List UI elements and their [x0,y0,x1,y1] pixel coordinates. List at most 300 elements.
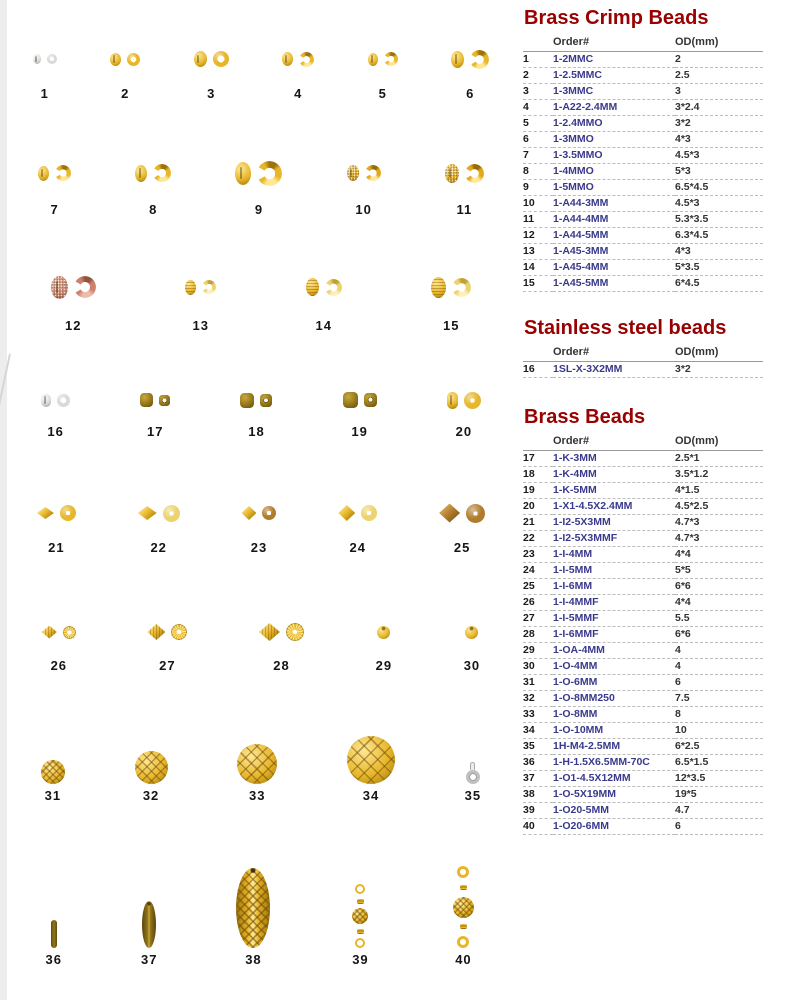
crimp-bead-side [445,164,459,183]
order-code: 1-H-1.5X6.5MM-70C [553,755,675,771]
order-code: 1-K-3MM [553,451,675,467]
bead-image-23 [241,490,276,536]
order-code: 1-O-4MM [553,659,675,675]
bead-item-17 [140,380,170,439]
od-value: 4 [675,643,763,659]
bead-number: 19 [351,424,368,439]
row-number: 4 [523,100,553,116]
bead-number: 1 [40,86,49,101]
order-code: 1H-M4-2.5MM [553,739,675,755]
row-number: 15 [523,276,553,292]
gallery-row-2 [6,148,516,217]
bead-number: 12 [65,318,82,333]
open-crimp-cover [465,164,484,183]
bead-image-36 [51,852,57,948]
nugget-bead [240,393,254,408]
od-value: 4*3 [675,244,763,260]
crimp-opening-slit [285,55,287,63]
row-number: 24 [523,563,553,579]
section-title: Brass Crimp Beads [524,7,709,29]
row-number: 22 [523,531,553,547]
table-row [523,819,763,835]
od-value: 2 [675,52,763,68]
od-value: 6*4.5 [675,276,763,292]
bead-item-3 [194,36,229,101]
filigree-connector [450,866,476,948]
od-value: 5.3*3.5 [675,212,763,228]
bead-number: 32 [142,788,160,803]
bead-item-22 [138,490,180,555]
bead-image-6 [451,36,489,82]
gallery-row-8 [6,852,516,967]
nugget-bead-front [260,394,272,407]
row-number: 30 [523,659,553,675]
bead-image-11 [445,148,484,198]
disc-bead-front [163,505,180,522]
bead-table [523,36,763,292]
od-value: 4.7*3 [675,531,763,547]
bead-image-18 [240,380,272,420]
bead-item-18 [240,380,272,439]
crimp-bead-side [110,53,121,66]
order-code: 1-I-4MM [553,547,675,563]
col-order-header: Order# [553,435,675,451]
bicone-bead-side [439,504,460,523]
section-title: Stainless steel beads [524,317,727,339]
bead-number: 2 [121,86,130,101]
row-number: 7 [523,148,553,164]
bead-image-33 [237,722,277,784]
bead-image-27 [147,610,187,654]
wire-coil [460,885,467,890]
fluted-bicone-side [259,623,280,641]
table-row [523,755,763,771]
od-value: 6.3*4.5 [675,228,763,244]
table-row [523,499,763,515]
table-row [523,84,763,100]
bead-item-34 [347,722,395,803]
bead-image-5 [368,36,398,82]
fluted-bicone-side [42,626,57,639]
table-row [523,723,763,739]
col-number-header [523,346,553,362]
table-row [523,164,763,180]
table-row [523,52,763,68]
table-row [523,531,763,547]
od-value: 3*2 [675,362,763,378]
row-number: 21 [523,515,553,531]
row-number: 26 [523,595,553,611]
table-row [523,595,763,611]
bead-item-26 [42,610,76,673]
order-code: 1-O-8MM [553,707,675,723]
bead-item-4 [282,36,314,101]
bead-image-24 [338,490,377,536]
col-number-header [523,435,553,451]
bead-image-4 [282,36,314,82]
table-row [523,675,763,691]
table-row [523,68,763,84]
bead-item-2 [110,36,140,101]
bead-image-7 [38,148,71,198]
order-code: 1-O20-5MM [553,803,675,819]
col-od-header: OD(mm) [675,36,763,52]
bead-item-15 [431,260,471,333]
bead-number: 4 [294,86,303,101]
bead-item-24 [338,490,377,555]
bead-number: 13 [192,318,209,333]
bead-image-8 [135,148,171,198]
bead-item-29 [376,610,392,673]
order-code: 1-A45-3MM [553,244,675,260]
table-row [523,100,763,116]
row-number: 35 [523,739,553,755]
bead-number: 36 [45,952,62,967]
od-value: 4.7*3 [675,515,763,531]
bead-image-9 [235,148,282,198]
order-code: 1-3MMC [553,84,675,100]
bead-item-28 [259,610,304,673]
ring-with-shank [465,760,481,784]
od-value: 4*4 [675,547,763,563]
bead-item-13 [185,260,216,333]
nugget-bead [140,393,153,407]
bead-item-7 [38,148,71,217]
crimp-opening-slit [450,395,452,405]
catalog-tables [523,0,775,835]
od-value: 4*1.5 [675,483,763,499]
order-code: 1-3MMO [553,132,675,148]
table-row [523,707,763,723]
filigree-ball-bead [41,760,65,784]
table-row [523,244,763,260]
row-number: 37 [523,771,553,787]
wire-coil [460,924,467,929]
fluted-disc-front [171,624,187,640]
order-code: 1-OA-4MM [553,643,675,659]
gallery-row-1 [6,36,516,101]
row-number: 23 [523,547,553,563]
wire-loop [457,936,469,948]
bead-image-21 [37,490,76,536]
filigree-ball-bead [453,897,474,918]
bead-item-40 [450,852,476,967]
od-value: 5*3.5 [675,260,763,276]
crimp-opening-slit [41,169,43,177]
ring-loop [466,770,480,784]
order-code: 1-A44-5MM [553,228,675,244]
od-value: 12*3.5 [675,771,763,787]
bead-number: 17 [147,424,164,439]
bead-number: 3 [207,86,216,101]
table-row [523,771,763,787]
row-number: 33 [523,707,553,723]
bicone-bead-side [338,505,355,521]
corrugated-bead-side [185,280,196,295]
od-value: 4*4 [675,595,763,611]
bead-number: 35 [464,788,482,803]
row-number: 6 [523,132,553,148]
crimp-opening-slit [56,281,58,294]
od-value: 8 [675,707,763,723]
bead-number: 8 [149,202,158,217]
fluted-bicone-side [147,624,165,640]
disc-bead-front [361,505,377,521]
bead-item-23 [241,490,276,555]
row-number: 17 [523,451,553,467]
bead-image-40 [450,852,476,948]
bead-image-2 [110,36,140,82]
table-row [523,803,763,819]
crimp-bead-side [33,54,41,64]
order-code: 1-O-8MM250 [553,691,675,707]
bead-table [523,435,763,835]
order-code: 1-I-5MM [553,563,675,579]
section-stainless-steel-beads [523,316,775,378]
bead-item-9 [235,148,282,217]
crimp-bead-side [282,52,293,66]
open-crimp-cover [470,50,489,69]
bead-item-20 [447,380,481,439]
bead-image-22 [138,490,180,536]
table-row [523,116,763,132]
od-value: 2.5 [675,68,763,84]
bead-number: 5 [378,86,387,101]
bead-number: 40 [455,952,472,967]
bead-item-30 [464,610,480,673]
table-row [523,787,763,803]
row-number: 18 [523,467,553,483]
bead-number: 39 [352,952,369,967]
table-row [523,276,763,292]
filigree-ball-bead [347,736,395,784]
row-number: 13 [523,244,553,260]
bead-item-14 [306,260,342,333]
row-number: 10 [523,196,553,212]
gallery-row-4 [6,380,516,439]
bead-number: 31 [44,788,62,803]
corrugated-bead-side [431,277,446,298]
col-number-header [523,36,553,52]
ring-bead-front [57,394,70,407]
row-number: 25 [523,579,553,595]
bead-number: 15 [443,318,460,333]
round-bead [377,626,390,639]
bead-number: 10 [355,202,372,217]
disc-bead-front [464,392,481,409]
crimp-opening-slit [455,54,457,64]
od-value: 4*3 [675,132,763,148]
row-number: 3 [523,84,553,100]
table-row [523,563,763,579]
bead-image-3 [194,36,229,82]
od-value: 4 [675,659,763,675]
table-row [523,212,763,228]
open-crimp-cover [74,276,96,298]
table-row [523,515,763,531]
oval-bead [142,901,156,948]
order-code: 1-2.5MMC [553,68,675,84]
table-row [523,132,763,148]
wire-coil [357,899,364,904]
bead-image-31 [41,722,65,784]
section-brass-crimp-beads [523,6,775,292]
disc-bead-front [466,504,485,523]
bead-image-14 [306,260,342,314]
bead-image-13 [185,260,216,314]
order-code: 1-I2-5X3MMF [553,531,675,547]
crimp-opening-slit [350,169,352,178]
shank-stem [470,762,475,770]
order-code: 1-O-5X19MM [553,787,675,803]
bead-image-gallery [6,0,522,1000]
od-value: 19*5 [675,787,763,803]
crimp-opening-slit [44,396,46,403]
wire-loop [457,866,469,878]
bicone-bead-side [138,506,157,520]
bead-table [523,346,763,378]
od-value: 4.5*3 [675,196,763,212]
row-number: 36 [523,755,553,771]
round-bead [465,626,478,639]
od-value: 3*2.4 [675,100,763,116]
od-value: 6 [675,675,763,691]
crimp-bead-side [368,53,378,66]
bead-image-30 [465,610,478,654]
table-row [523,643,763,659]
table-row [523,196,763,212]
order-code: 1-I2-5X3MM [553,515,675,531]
fluted-disc-front [63,626,76,639]
table-row [523,148,763,164]
bead-item-12 [51,260,96,333]
row-number: 31 [523,675,553,691]
row-number: 20 [523,499,553,515]
bead-number: 14 [315,318,332,333]
bead-item-19 [343,380,377,439]
crimp-opening-slit [113,55,115,62]
row-number: 1 [523,52,553,68]
bead-number: 38 [245,952,262,967]
open-crimp-cover [55,165,71,181]
bead-item-35 [465,722,481,803]
bead-item-10 [347,148,381,217]
order-code: 1-I-4MMF [553,595,675,611]
wire-loop [355,938,365,948]
bead-item-38 [236,852,270,967]
row-number: 34 [523,723,553,739]
bead-number: 20 [455,424,473,439]
bead-image-12 [51,260,96,314]
bead-image-34 [347,722,395,784]
crimp-opening-slit [449,168,451,179]
bead-number: 25 [453,540,471,555]
bead-number: 18 [248,424,265,439]
crimp-opening-slit [371,55,373,62]
od-value: 10 [675,723,763,739]
bead-number: 24 [349,540,367,555]
bead-number: 7 [50,202,59,217]
od-value: 6*2.5 [675,739,763,755]
open-crimp-cover [153,164,171,182]
crimp-bead-side [51,276,68,299]
rondelle-bead-side [41,394,51,407]
open-crimp-cover [384,52,398,66]
bead-number: 16 [47,424,64,439]
disc-bead-front [262,506,276,520]
table-row [523,483,763,499]
order-code: 1-I-5MMF [553,611,675,627]
bead-item-6 [451,36,489,101]
col-order-header: Order# [553,346,675,362]
bead-image-15 [431,260,471,314]
bead-image-26 [42,610,76,654]
order-code: 1-A44-4MM [553,212,675,228]
order-code: 1-5MMO [553,180,675,196]
bead-image-1 [33,36,57,82]
row-number: 40 [523,819,553,835]
bead-image-19 [343,380,377,420]
bead-item-16 [41,380,70,439]
row-number: 8 [523,164,553,180]
row-number: 39 [523,803,553,819]
table-row [523,611,763,627]
bead-number: 26 [50,658,68,673]
wire-loop [355,884,365,894]
bead-number: 21 [48,540,65,555]
bead-image-10 [347,148,381,198]
row-number: 11 [523,212,553,228]
order-code: 1-A22-2.4MM [553,100,675,116]
bead-image-17 [140,380,170,420]
order-code: 1-O-6MM [553,675,675,691]
bead-number: 11 [456,202,473,217]
ring-bead-front [47,54,57,64]
crimp-opening-slit [35,56,37,62]
order-code: 1-I-6MM [553,579,675,595]
crimp-bead-side [347,165,359,181]
bead-number: 6 [466,86,475,101]
col-od-header: OD(mm) [675,435,763,451]
od-value: 6.5*4.5 [675,180,763,196]
order-code: 1-O1-4.5X12MM [553,771,675,787]
gallery-row-7 [6,722,516,803]
bead-number: 33 [249,788,266,803]
bead-number: 9 [254,202,264,217]
bead-image-35 [465,722,481,784]
bead-item-37 [141,852,157,967]
table-row [523,691,763,707]
od-value: 3*2 [675,116,763,132]
filigree-ball-bead [135,751,168,784]
table-row [523,228,763,244]
filigree-ball-bead [237,744,277,784]
bead-image-28 [259,610,304,654]
od-value: 7.5 [675,691,763,707]
table-row [523,451,763,467]
table-row [523,180,763,196]
row-number: 12 [523,228,553,244]
nugget-bead-front [364,393,377,407]
fluted-disc-front [286,623,304,641]
bicone-bead-side [241,506,256,520]
filigree-ball-bead [352,908,368,924]
bead-image-29 [377,610,390,654]
bead-image-32 [135,722,168,784]
filigree-connector [349,884,371,948]
crimp-opening-slit [139,168,141,178]
corrugated-bead-side [306,278,319,296]
